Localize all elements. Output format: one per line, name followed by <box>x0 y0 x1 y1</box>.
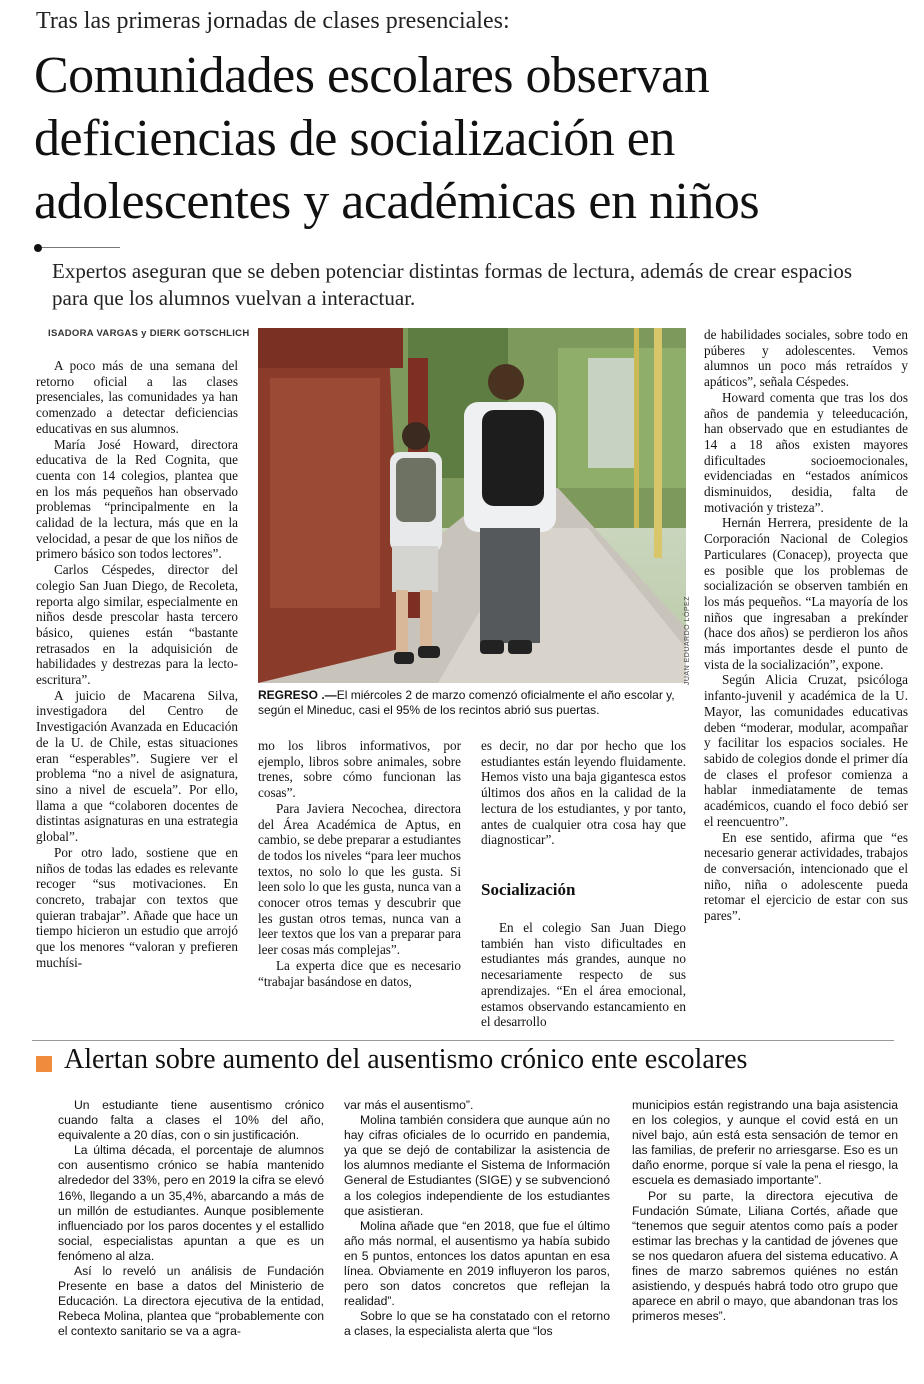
headline: Comunidades escolares observan deficiencias de socialización en adolescentes y académicas en niños <box>34 47 760 230</box>
kicker: Tras las primeras jornadas de clases presenciales: <box>36 8 510 34</box>
paragraph: es decir, no dar por hecho que los estudiantes están leyendo fluidamente. Hemos visto una baja gigantesca estos últimos dos años en la calidad de la lectura de los estudiantes, y por tanto, antes de cualquier otra cosa hay que diagnosticar”. <box>481 738 686 848</box>
paragraph: de habilidades sociales, sobre todo en púberes y adolescentes. Vemos alumnos un poco más retraídos y apáticos”, señala Céspedes. <box>704 327 908 390</box>
paragraph: Sobre lo que se ha constatado con el retorno a clases, la especialista alerta que “los <box>344 1309 610 1339</box>
byline: ISADORA VARGAS y DIERK GOTSCHLICH <box>48 328 250 339</box>
paragraph: María José Howard, directora educativa de la Red Cognita, que cuenta con 14 colegios, plantea que en los más pequeños han observado problemas “principalmente en la calidad de la lectura, más que en la velocidad, a pesar de que los niños de primero básico son todos lectores”. <box>36 436 238 562</box>
sidebar-column-3 <box>632 1098 898 1324</box>
paragraph: Por su parte, la directora ejecutiva de Fundación Súmate, Liliana Cortés, añade que “tenemos que seguir atentos como país a poder estimar las brechas y la cantidad de jóvenes que se nos quedaron afuera del sistema educativo. A fines de marzo sabremos quiénes no están asistiendo, y después habrá todo otro grupo que aparece en abril o mayo, que abandonan tras los primeros meses”. <box>632 1188 898 1324</box>
article-column-3 <box>481 738 686 848</box>
sidebar-column-2 <box>344 1098 610 1340</box>
paragraph: La experta dice que es necesario “trabajar basándose en datos, <box>258 957 461 989</box>
paragraph: En ese sentido, afirma que “es necesario generar actividades, trabajos de conversación, intencionado que el niño, niña o adolescente pueda retomar el ejercicio de estar con sus pares”. <box>704 829 908 924</box>
article-column-2 <box>258 738 461 989</box>
sidebar-column-1 <box>58 1098 324 1340</box>
sidebar-accent-square <box>36 1056 52 1072</box>
sidebar-title: Alertan sobre aumento del ausentismo crónico ente escolares <box>64 1044 748 1075</box>
paragraph: Hernán Herrera, presidente de la Corporación Nacional de Colegios Particulares (Conacep), proyecta que es posible que los problemas de socialización se observen también en los más pequeños. “La mayoría de los niños que ingresaban a prekínder (hace dos años) se perdieron los años más importantes desde el punto de vista de la socialización”, expone. <box>704 515 908 672</box>
paragraph: Para Javiera Necochea, directora del Área Académica de Aptus, en cambio, se debe preparar a estudiantes de todos los niveles “para leer muchos textos, no solo lo que les gusta. Si leen solo lo que les gusta, nunca van a conocer otros temas y descubrir que les gustan otros temas, nunca van a leer textos que los van a preparar para leer cosas más complejas”. <box>258 800 461 958</box>
article-column-4 <box>704 327 908 924</box>
photo-credit: JUAN EDUARDO LÓPEZ <box>684 596 691 686</box>
paragraph: En el colegio San Juan Diego también han visto dificultades en estudiantes más grandes, aunque no necesariamente respecto de sus aprendizajes. “En el área emocional, estamos observando estancamiento en el desarrollo <box>481 920 686 1030</box>
deck: Expertos aseguran que se deben potenciar distintas formas de lectura, además de crear espacios para que los alumnos vuelvan a interactuar. <box>52 259 852 310</box>
paragraph: Según Alicia Cruzat, psicóloga infanto-juvenil y académica de la U. Mayor, las comunidades educativas deben “moderar, modular, acompañar y facilitar los espacios sociales. He sabido de colegios donde el primer día de clases el profesor comienza a hablar inmediatamente de temas académicos, cuando el foco debió ser el reencuentro”. <box>704 672 908 829</box>
paragraph: Un estudiante tiene ausentismo crónico cuando falta a clases el 10% del año, equivalente a 20 días, con o sin justificación. <box>58 1098 324 1143</box>
paragraph: Molina añade que “en 2018, que fue el último año más normal, el ausentismo ya había subido en 5 puntos, entonces los datos apuntan en esa línea. Obviamente en 2019 influyeron los paros, pero son datos concretos que reflejan la realidad”. <box>344 1218 610 1309</box>
rule-dot <box>34 244 42 252</box>
photo-image <box>258 328 686 683</box>
paragraph: A poco más de una semana del retorno oficial a las clases presenciales, las comunidades ya han comenzado a detectar deficiencias educativas en sus alumnos. <box>36 358 238 436</box>
paragraph: Por otro lado, sostiene que en niños de todas las edades es relevante recoger “sus motivaciones. En concreto, trabajar con textos que quieran trabajar”. Añade que hace un tiempo hicieron un estudio que arrojó que los menores “valoran y prefieren muchísi- <box>36 844 238 970</box>
rule-line <box>42 247 120 248</box>
paragraph: A juicio de Macarena Silva, investigadora del Centro de Investigación Avanzada en Educación de la U. de Chile, estas situaciones eran “esperables”. Sugiere ver el problema “no a nivel de asignatura, sino a nivel de escuela”. Por ello, llama a que “colaboren docentes de distintas asignaturas en una estrategia global”. <box>36 687 238 845</box>
subhead: Socialización <box>481 880 576 899</box>
paragraph: mo los libros informativos, por ejemplo, libros sobre animales, sobre trenes, sobre cómo funcionan las cosas”. <box>258 738 461 801</box>
paragraph: var más el ausentismo”. <box>344 1098 474 1112</box>
paragraph: Molina también considera que aunque aún no hay cifras oficiales de lo ocurrido en pandemia, ya que se dejó de contabilizar la asistencia de los alumnos mediante el Sistema de Información General de Estudiantes (SIGE) y se subvencionó a los colegios independiente de los estudiantes que asistieran. <box>344 1113 610 1218</box>
paragraph: Así lo reveló un análisis de Fundación Presente en base a datos del Ministerio de Educación. La directora ejecutiva de la entidad, Rebeca Molina, plantea que “probablemente con el contexto sanitario se va a agra- <box>58 1264 324 1339</box>
sidebar-separator <box>32 1040 894 1041</box>
caption-lead: REGRESO .— <box>258 688 337 702</box>
paragraph: La última década, el porcentaje de alumnos con ausentismo crónico se había mantenido alrededor del 33%, pero en 2019 la cifra se elevó 16%, llegando a un 35,4%, abarcando a más de un millón de estudiantes. Aunque posiblemente influenciado por los paros docentes y el estallido social, especialistas apuntan a que es un fenómeno al alza. <box>58 1143 324 1263</box>
photo-caption <box>258 688 688 718</box>
paragraph: Carlos Céspedes, director del colegio San Juan Diego, de Recoleta, reporta algo similar, especialmente en niños desde prescolar hasta tercero básico, quienes están “bastante retrasados en la adquisición de habilidades y destrezas para la lecto-escritura”. <box>36 562 238 688</box>
article-column-1 <box>36 358 238 970</box>
paragraph: municipios están registrando una baja asistencia en los colegios, y aunque el covid está en un nivel bajo, aún está esta sensación de temor en las familias, de preferir no arriesgarse. Eso es un daño enorme, porque sí vale la pena el riesgo, la escuela es demasiado importante”. <box>632 1098 898 1188</box>
article-column-3b <box>481 920 686 1030</box>
paragraph: Howard comenta que tras los dos años de pandemia y teleeducación, han observado que en estudiantes de 14 a 18 años existen mayores dificultades socioemocionales, evidenciadas en “estados anímicos disminuidos, desidia, falta de motivación y tristeza”. <box>704 389 908 515</box>
photo <box>258 328 686 683</box>
caption-text: El miércoles 2 de marzo comenzó oficialmente el año escolar y, según el Mineduc, casi el 95% de los recintos abrió sus puertas. <box>258 688 675 717</box>
